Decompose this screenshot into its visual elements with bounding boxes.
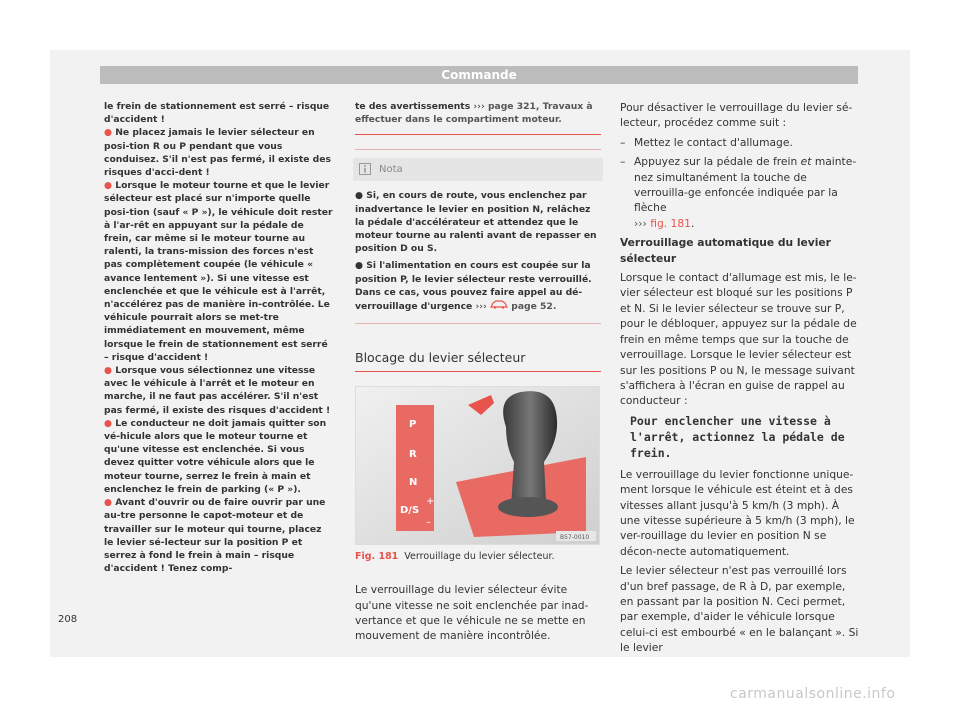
bullet-icon: ●: [355, 190, 364, 202]
info-icon: [359, 160, 371, 179]
figure-caption: [355, 551, 601, 562]
warning-bullet-3: ● Lorsque vous sélectionnez une vitesse avec le véhicule à l'arrêt et le moteur en marche, il ne faut pas accélérer. S'il n'est pas fermé, il existe des risques d'accident !: [104, 365, 331, 416]
note-box: [355, 149, 601, 324]
note-header: [353, 158, 603, 181]
warning-intro: le frein de stationnement est serré – risque d'accident !: [104, 101, 330, 126]
bullet-icon: ●: [355, 260, 364, 272]
figure-code: B57-0010: [560, 534, 590, 542]
warning-column: [104, 100, 334, 575]
warning-bullet-2: ● Lorsque le moteur tourne et que le levier sélecteur est placé sur n'importe quelle posi-tion (sauf « P »), le véhicule doit rester à l'ar-rêt en appuyant sur la pédale de frein, car même si le moteur tourne au ralenti, la trans-mission des forces n'est pas complètement coupée (le véhicule « avance lentement »). Si une vitesse est enclenchée et que le véhicule est à l'arrêt, n'accélérez pas de manière in-contrôlée. Le véhicule pourrait alors se met-tre immédiatement en mouvement, même lorsque le frein de stationnement est serré – risque d'accident !: [104, 180, 333, 363]
step-2: – Appuyez sur la pédale de frein et mainte-nez simultanément la touche de verrouilla-ge enfoncée indiquée par la flèche ››› fig. 181.: [620, 155, 857, 230]
warning-bullet-4: ● Le conducteur ne doit jamais quitter son vé-hicule alors que le moteur tourne et qu'une vitesse est enclenchée. Si vous devez quitter votre véhicule alors que le moteur tourne, serrez le frein à main et enclenchez le frein de parking (« P »).: [104, 417, 327, 495]
gear-label-minus: –: [426, 517, 431, 529]
watermark: carmanualsonline.info: [730, 686, 896, 702]
crossref-link[interactable]: fig. 181: [650, 216, 691, 230]
warning-bullet-1: ● Ne placez jamais le levier sélecteur en posi-tion R ou P pendant que vous conduisez. S'il n'est pas fermé, il existe des risques d'acci-dent !: [104, 127, 331, 179]
warning-continuation: te des avertissements ››› page 321, Travaux à effectuer dans le compartiment moteur.: [355, 100, 601, 135]
gear-label-p: P: [409, 419, 417, 431]
display-message: Pour enclencher une vitesse à l'arrêt, actionnez la pédale de frein.: [630, 413, 845, 460]
red-bullet-icon: ●: [104, 127, 113, 139]
crossref-arrow: ›››: [475, 301, 487, 313]
note-bullet-1: ● Si, en cours de route, vous enclenchez par inadvertance le levier en position N, relâchez la pédale d'accélérateur et attendez que le moteur tourne au ralenti avant de repasser en position D ou S.: [355, 190, 597, 255]
crossref-link[interactable]: page 52.: [511, 301, 557, 313]
crossref-arrow: ›››: [473, 101, 485, 112]
gear-label-n: N: [409, 477, 418, 489]
body-paragraph: Le verrouillage du levier fonctionne unique-ment lorsque le véhicule est éteint et à des vitesses allant jusqu'à 5 km/h (3 mph). À une vitesse supérieure à 5 km/h (3 mph), le ver-rouillage du levier en position N se décon-necte automatiquement.: [620, 467, 855, 558]
middle-column: [355, 100, 601, 648]
red-bullet-icon: ●: [104, 417, 113, 429]
red-bullet-icon: ●: [104, 180, 113, 192]
body-paragraph: Le levier sélecteur n'est pas verrouillé lors d'un bref passage, de R à D, par exemple, en passant par la position N. Ceci permet, par exemple, d'aider le véhicule lorsque celui-ci est embourbé « en le balançant ». Si le levier: [620, 564, 859, 655]
body-paragraph: Le verrouillage du levier sélecteur évite qu'une vitesse ne soit enclenchée par inad-vertance et que le véhicule ne se mette en mouvement de manière incontrôlée.: [355, 583, 589, 643]
figure-number: Fig. 181: [355, 551, 399, 563]
subheading: Verrouillage automatique du levier sélecteur: [620, 236, 831, 265]
page-header: Commande: [100, 66, 858, 84]
gear-label-r: R: [409, 449, 417, 461]
body-paragraph: Lorsque le contact d'allumage est mis, le le-vier sélecteur est bloqué sur les positions P et N. Si le levier sélecteur se trouve sur P, pour le débloquer, appuyez sur la pédale de frein en même temps que sur la touche de verrouillage. Lorsque le levier sélecteur est sur les positions P ou N, le message suivant s'affichera à l'écran en guise de rappel au conducteur :: [620, 271, 857, 408]
crossref-link[interactable]: page 321, Travaux à effectuer dans le compartiment moteur.: [355, 101, 593, 126]
crossref-arrow: ›››: [634, 216, 647, 230]
note-title: Nota: [379, 164, 403, 176]
page-number: 208: [58, 614, 78, 625]
warning-bullet-5: ● Avant d'ouvrir ou de faire ouvrir par une au-tre personne le capot-moteur et de travailler sur le moteur qui tourne, placez le levier sé-lecteur sur la position P et serrez à fond le frein à main – risque d'accident ! Tenez comp-: [104, 497, 326, 575]
note-bullet-2: ● Si l'alimentation en cours est coupée sur la position P, le levier sélecteur reste verrouillé. Dans ce cas, vous pouvez faire appel au dé-verrouillage d'urgence ››› page 52.: [355, 260, 592, 313]
gear-label-ds: D/S: [400, 505, 420, 517]
gear-label-plus: +: [426, 496, 435, 508]
right-column: [620, 100, 860, 660]
figure-gear-lever: [355, 386, 600, 545]
step-1: – Mettez le contact d'allumage.: [620, 135, 793, 149]
body-paragraph: Pour désactiver le verrouillage du levier sé-lecteur, procédez comme suit :: [620, 101, 853, 130]
section-title: Blocage du levier sélecteur: [355, 350, 601, 372]
caption-text: Verrouillage du levier sélecteur.: [404, 551, 555, 563]
car-warning-icon: [490, 301, 508, 312]
red-bullet-icon: ●: [104, 497, 113, 509]
red-bullet-icon: ●: [104, 365, 113, 377]
